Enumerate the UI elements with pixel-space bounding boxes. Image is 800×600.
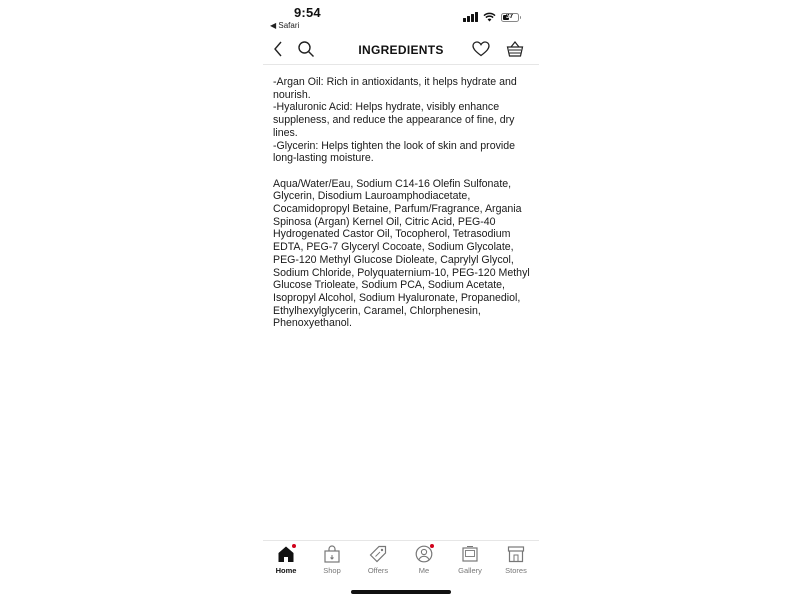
wifi-icon — [483, 12, 496, 22]
header-divider — [263, 64, 539, 65]
cellular-signal-icon — [463, 12, 478, 22]
tab-gallery[interactable] — [447, 544, 493, 578]
home-indicator[interactable] — [351, 590, 451, 594]
full-ingredient-list: Aqua/Water/Eau, Sodium C14-16 Olefin Sulfonate, Glycerin, Disodium Lauroamphodiacetate, Cocamidopropyl Betaine, Parfum/Fragrance, Argania Spinosa (Argan) Kernel Oil, Citric Acid, PEG-40 Hydrogenated Castor Oil, Tocopherol, Tetrasodium EDTA, PEG-7 Glyceryl Cocoate, Sodium Glycolate, PEG-120 Methyl Glucose Dioleate, Caprylyl Glycol, Sodium Chloride, Polyquaternium-10, PEG-120 Methyl Glucose Trioleate, Sodium PCA, Sodium Acetate, Isopropyl Alcohol, Sodium Hyaluronate, Propanediol, Ethylhexylglycerin, Caramel, Chlorphenesin, Phenoxyethanol. — [273, 177, 530, 330]
home-badge — [292, 544, 296, 548]
tab-offers-label: Offers — [367, 566, 389, 575]
tab-stores-label: Stores — [505, 566, 527, 575]
highlight-glycerin: -Glycerin: Helps tighten the look of skin and provide long-lasting moisture. — [273, 139, 516, 165]
gallery-icon — [460, 544, 480, 564]
tab-stores[interactable] — [493, 544, 539, 578]
basket-icon[interactable] — [504, 38, 526, 60]
shopping-bag-icon — [322, 544, 342, 564]
highlight-argan-oil: -Argan Oil: Rich in antioxidants, it helps hydrate and nourish. — [273, 76, 517, 101]
tag-icon — [368, 544, 388, 564]
tab-home-label: Home — [275, 566, 297, 575]
tabbar-divider — [263, 540, 539, 541]
store-icon — [506, 544, 526, 564]
search-icon[interactable] — [295, 38, 317, 60]
profile-icon — [414, 544, 434, 564]
tab-shop[interactable] — [309, 544, 355, 578]
tab-shop-label: Shop — [323, 566, 341, 575]
phone-screen — [263, 0, 539, 600]
chevron-left-icon[interactable] — [267, 38, 289, 60]
page-title: INGREDIENTS — [358, 43, 444, 57]
battery-level: 37 — [505, 12, 514, 20]
nav-header — [263, 36, 539, 63]
heart-icon[interactable] — [470, 38, 492, 60]
status-time: 9:54 — [294, 5, 321, 20]
tab-bar — [263, 544, 539, 578]
tab-me-label: Me — [418, 566, 430, 575]
me-badge — [430, 544, 434, 548]
status-icons — [463, 12, 521, 22]
tab-offers[interactable] — [355, 544, 401, 578]
tab-home[interactable] — [263, 544, 309, 578]
tab-gallery-label: Gallery — [458, 566, 482, 575]
back-to-safari-link[interactable]: ◀ Safari — [270, 21, 300, 30]
home-icon — [276, 544, 296, 564]
ingredients-content — [273, 76, 533, 330]
highlight-hyaluronic-acid: -Hyaluronic Acid: Helps hydrate, visibly enhance suppleness, and reduce the appearance of fine, dry lines. — [273, 101, 515, 139]
battery-icon — [501, 13, 519, 22]
tab-me[interactable] — [401, 544, 447, 578]
